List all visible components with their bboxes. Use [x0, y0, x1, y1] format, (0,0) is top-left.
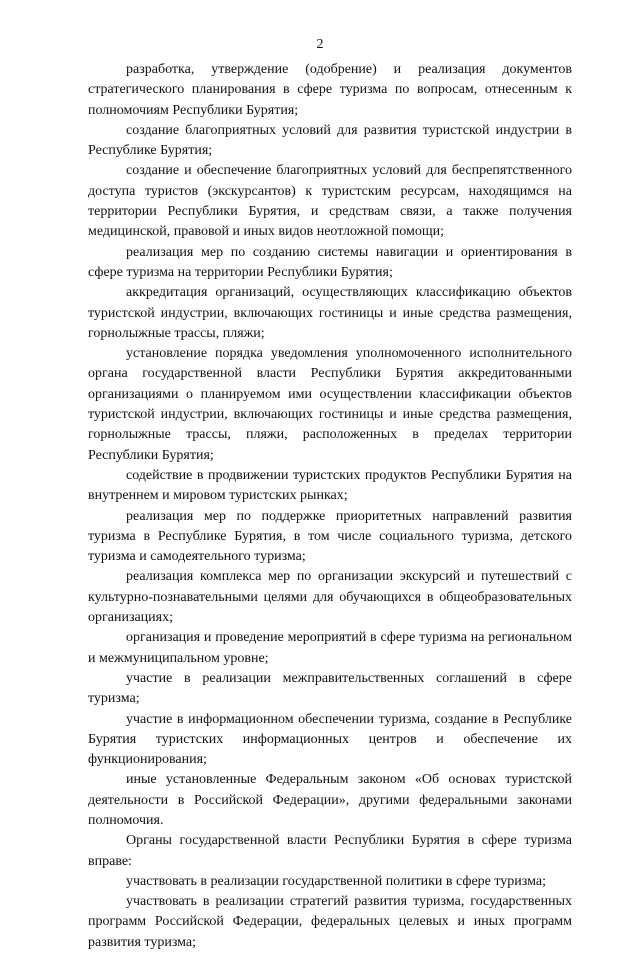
paragraph-authorities-may: Органы государственной власти Республики Бурятия в сфере туризма вправе:: [88, 833, 572, 869]
paragraph-product-promotion: содействие в продвижении туристских продуктов Республики Бурятия на внутреннем и мировом туристских рынках;: [88, 467, 572, 504]
paragraph-priority-support: реализация мер по поддержке приоритетных направлений развития туризма в Республике Бурятия, в том числе социального туризма, детского туризма и самодеятельного туризма;: [88, 508, 572, 565]
paragraph-other-powers: иные установленные Федеральным законом «Об основах туристской деятельности в Российской Федерации», другими федеральными законами полномочия.: [88, 772, 572, 828]
paragraph-favorable-conditions: создание благоприятных условий для развития туристской индустрии в Республике Бурятия;: [88, 122, 572, 159]
paragraph-navigation-system: реализация мер по созданию системы навигации и ориентирования в сфере туризма на территории Республики Бурятия;: [88, 244, 572, 280]
page-number: 2: [316, 37, 324, 52]
paragraph-events: организация и проведение мероприятий в сфере туризма на региональном и межмуниципальном уровне;: [88, 630, 572, 666]
paragraph-notification-procedure: установление порядка уведомления уполномоченного исполнительного органа государственной власти Республики Бурятия аккредитованными организациями о планируемом ими осуществлении классификации объектов туристской индустрии, включающих гостиницы и иные средства размещения, горнолыжные трассы, пляжи, расположенных в пределах территории Республики Бурятия;: [88, 346, 572, 463]
paragraph-excursions: реализация комплекса мер по организации экскурсий и путешествий с культурно-познавательными целями для обучающихся в общеобразовательных организациях;: [88, 569, 572, 626]
paragraph-information-centers: участие в информационном обеспечении туризма, создание в Республике Бурятия туристских информационных центров и обеспечение их функционирования;: [88, 711, 572, 768]
document-body: [88, 60, 572, 953]
paragraph-tourist-access: создание и обеспечение благоприятных условий для беспрепятственного доступа туристов (экскурсантов) к туристским ресурсам, находящимся на территории Республики Бурятия, и средствам связи, а также получения медицинской, правовой и иных видов неотложной помощи;: [88, 163, 572, 240]
paragraph-state-policy: участвовать в реализации государственной политики в сфере туризма;: [126, 873, 546, 889]
paragraph-accreditation: аккредитация организаций, осуществляющих классификацию объектов туристской индустрии, включающих гостиницы и иные средства размещения, горнолыжные трассы, пляжи;: [88, 285, 572, 341]
paragraph-development-strategies: участвовать в реализации стратегий развития туризма, государственных программ Российской Федерации, федеральных целевых и иных программ развития туризма;: [88, 894, 572, 950]
paragraph-strategic-planning: разработка, утверждение (одобрение) и реализация документов стратегического планирования в сфере туризма по вопросам, отнесенным к полномочиям Республики Бурятия;: [88, 62, 572, 118]
paragraph-intergovernmental-agreements: участие в реализации межправительственных соглашений в сфере туризма;: [88, 670, 572, 707]
